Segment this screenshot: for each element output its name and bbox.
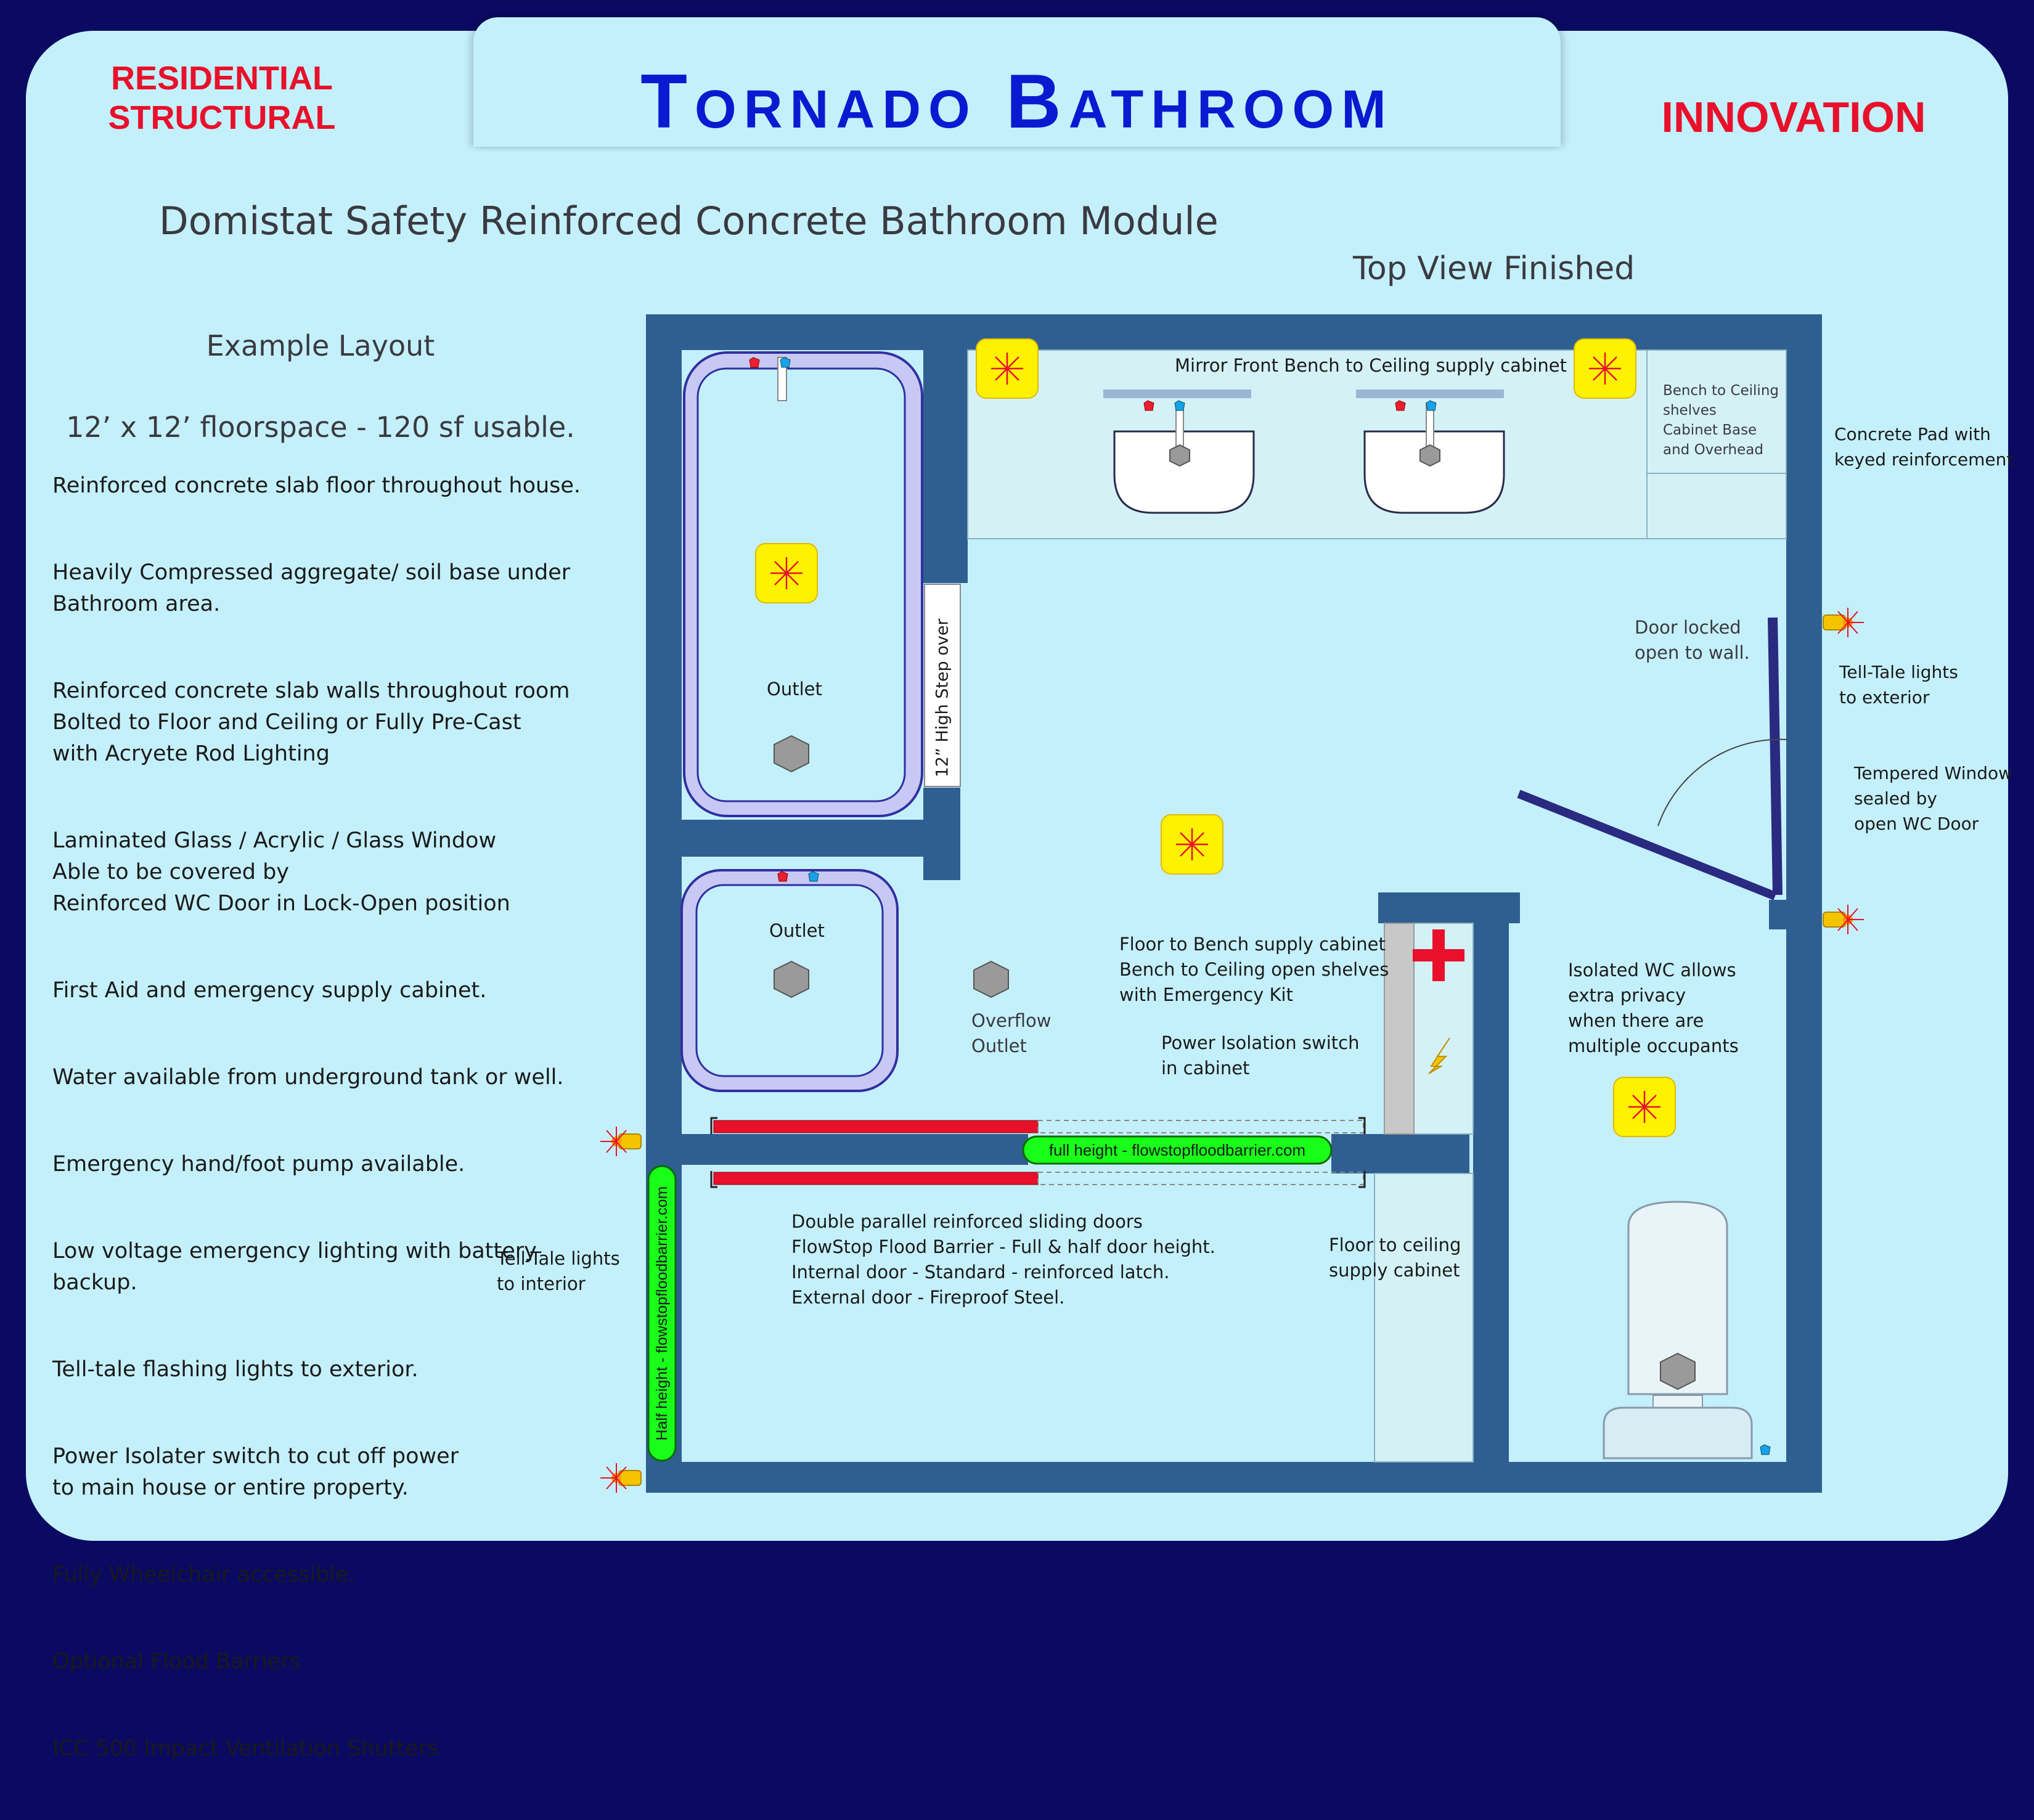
tell-tale-interior-label: Tell-Tale lights to interior xyxy=(497,1248,620,1294)
feature-item: Optional Flood Barriers xyxy=(52,1649,301,1674)
layout-size: 12’ x 12’ floorspace - 120 sf usable. xyxy=(66,410,575,444)
feature-item: Water available from underground tank or well. xyxy=(52,1065,564,1090)
feature-item: Fully Wheelchair accessible. xyxy=(52,1562,356,1587)
mirror-cabinet-label: Mirror Front Bench to Ceiling supply cabinet xyxy=(1175,355,1567,376)
feature-item: Emergency hand/foot pump available. xyxy=(52,1152,465,1177)
power-switch-label: Power Isolation switch in cabinet xyxy=(1161,1032,1360,1079)
floor-ceiling-cabinet-label: Floor to ceiling supply cabinet xyxy=(1329,1234,1461,1281)
tempered-window-label: Tempered Window sealed by open WC Door xyxy=(1854,763,2013,834)
header-left-label: RESIDENTIAL STRUCTURAL xyxy=(108,60,336,136)
isolated-wc-label: Isolated WC allows extra privacy when there are multiple occupants xyxy=(1568,960,1739,1056)
full-height-barrier-label: full height - flowstopfloodbarrier.com xyxy=(1048,1141,1306,1159)
half-height-barrier-label: Half height - flowstopfloodbarrier.com xyxy=(653,1186,671,1441)
shelves-label: Bench to Ceiling shelves Cabinet Base and Overhead xyxy=(1663,383,1779,458)
page-title: Tornado Bathroom xyxy=(640,59,1394,144)
overflow-outlet-label: Overflow Outlet xyxy=(971,1010,1052,1056)
header-right-label: INNOVATION xyxy=(1661,93,1926,141)
feature-item: Power Isolater switch to cut off power to main house or entire property. xyxy=(52,1444,459,1500)
toilet xyxy=(1604,1202,1752,1458)
view-label: Top View Finished xyxy=(1353,250,1635,287)
feature-item: First Aid and emergency supply cabinet. xyxy=(52,978,487,1003)
feature-item: Reinforced concrete slab walls throughout room Bolted to Floor and Ceiling or Fully Pre-Cast with Acryete Rod Lighting xyxy=(52,679,570,766)
feature-item: Tell-tale flashing lights to exterior. xyxy=(52,1357,419,1382)
feature-item: ICC 500 Impact Ventilation Shutters xyxy=(52,1736,439,1761)
shower xyxy=(682,870,897,1091)
sliding-doors-label: Double parallel reinforced sliding doors FlowStop Flood Barrier - Full & half door height. Internal door - Standard - reinforced latch. External door - Fireproof Steel. xyxy=(791,1211,1215,1308)
shower-outlet-label: Outlet xyxy=(769,920,825,941)
feature-item: Low voltage emergency lighting with battery backup. xyxy=(52,1239,537,1295)
subtitle: Domistat Safety Reinforced Concrete Bathroom Module xyxy=(159,198,1219,243)
feature-item: Heavily Compressed aggregate/ soil base under Bathroom area. xyxy=(52,560,571,616)
step-over-label: 12” High Step over xyxy=(933,618,952,778)
feature-item: Laminated Glass / Acrylic / Glass Window Able to be covered by Reinforced WC Door in Lock-Open position xyxy=(52,828,510,916)
tub-outlet-label: Outlet xyxy=(767,679,822,700)
feature-item: Reinforced concrete slab floor throughout house. xyxy=(52,473,581,498)
layout-heading: Example Layout xyxy=(206,329,435,362)
door-locked-label: Door locked open to wall. xyxy=(1635,617,1750,663)
supply-cabinet-label: Floor to Bench supply cabinet Bench to Ceiling open shelves with Emergency Kit xyxy=(1119,934,1389,1005)
tell-tale-exterior-label: Tell-Tale lights to exterior xyxy=(1839,662,1958,708)
concrete-pad-label: Concrete Pad with keyed reinforcement xyxy=(1834,424,2014,470)
